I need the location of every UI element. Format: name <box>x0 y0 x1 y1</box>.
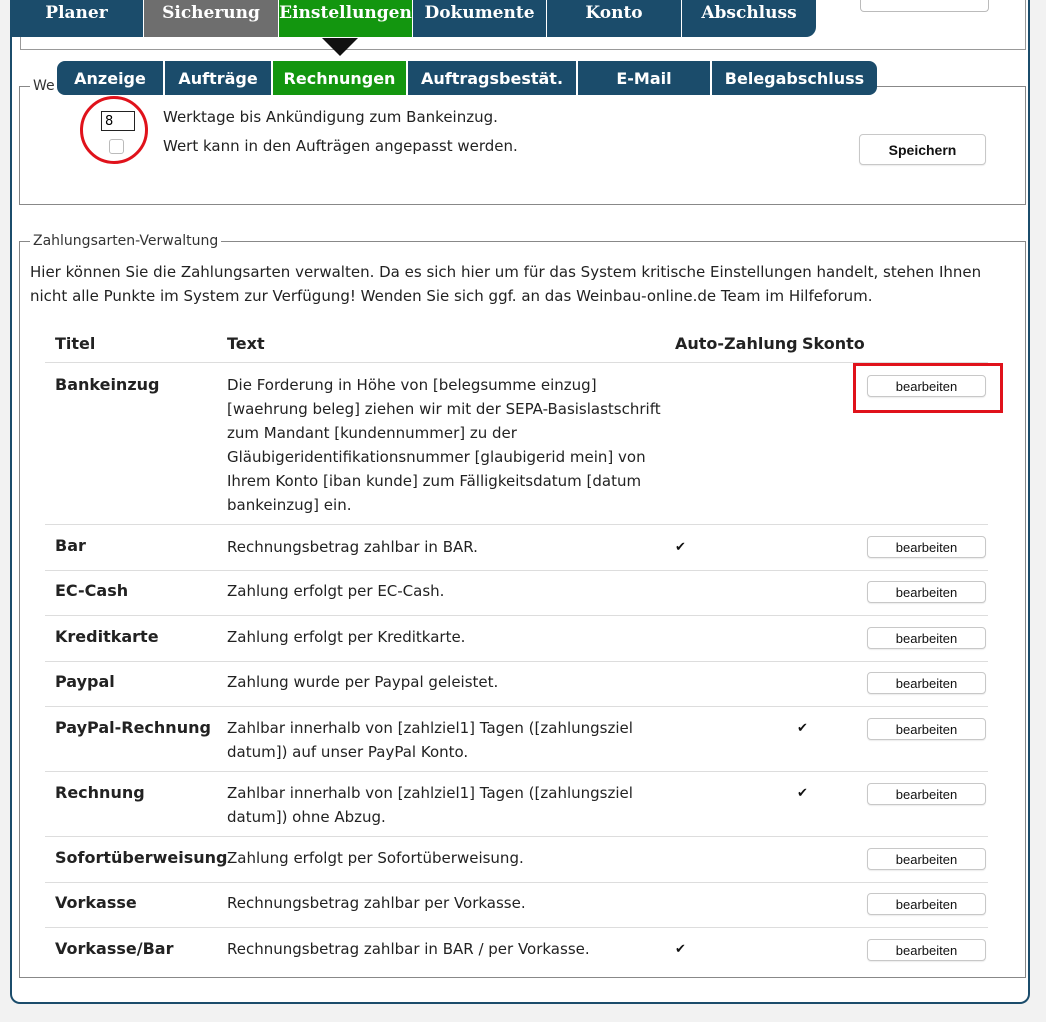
row-title-sofortueberweisung: Sofortüberweisung <box>55 848 228 867</box>
row-text-vorkasse: Rechnungsbetrag zahlbar per Vorkasse. <box>227 894 526 912</box>
tab-planer[interactable]: Planer <box>10 0 144 37</box>
subtab-anzeige[interactable]: Anzeige <box>57 61 165 95</box>
row-title-vorkasse-bar: Vorkasse/Bar <box>55 939 174 958</box>
row-divider <box>45 661 988 662</box>
edit-button-kreditkarte[interactable]: bearbeiten <box>867 627 986 649</box>
row-text-bankeinzug: Die Forderung in Höhe von [belegsumme einzug] [waehrung beleg] ziehen wir mit der SEPA-Basislastschrift zum Mandant [kundennummer] zu der Gläubigeridentifikationsnummer [glaubigerid mein] von Ihrem Konto [iban kunde] zum Fälligkeitsdatum [datum bankeinzug] ein. <box>227 376 661 514</box>
edit-button-vorkasse-bar[interactable]: bearbeiten <box>867 939 986 961</box>
row-title-paypal: Paypal <box>55 672 115 691</box>
row-text-paypal-rechnung: Zahlbar innerhalb von [zahlziel1] Tagen ([zahlungsziel datum]) auf unser PayPal Konto. <box>227 719 633 761</box>
tab-einstellungen[interactable]: Einstellungen <box>279 0 413 37</box>
edit-button-paypal-rechnung[interactable]: bearbeiten <box>867 718 986 740</box>
row-text-vorkasse-bar: Rechnungsbetrag zahlbar in BAR / per Vorkasse. <box>227 940 590 958</box>
edit-button-bankeinzug[interactable]: bearbeiten <box>867 375 986 397</box>
subtab-rechnungen[interactable]: Rechnungen <box>273 61 408 95</box>
edit-button-vorkasse[interactable]: bearbeiten <box>867 893 986 915</box>
payment-legend: Zahlungsarten-Verwaltung <box>33 233 219 249</box>
row-title-bankeinzug: Bankeinzug <box>55 375 160 394</box>
row-divider <box>45 524 988 525</box>
row-divider <box>45 927 988 928</box>
subtab-email[interactable]: E-Mail <box>578 61 712 95</box>
highlight-rectangle <box>853 363 1003 413</box>
tab-konto[interactable]: Konto <box>547 0 682 37</box>
tab-sicherung[interactable]: Sicherung <box>144 0 279 37</box>
subtab-auftragsbestaetigung[interactable]: Auftragsbestät. <box>408 61 578 95</box>
auto-payment-check: ✔ <box>675 942 686 957</box>
row-text-rechnung: Zahlbar innerhalb von [zahlziel1] Tagen ([zahlungsziel datum]) ohne Abzug. <box>227 784 633 826</box>
skonto-check: ✔ <box>797 721 808 736</box>
save-button[interactable]: Speichern <box>859 134 986 165</box>
header-auto-zahlung: Auto-Zahlung <box>675 334 798 353</box>
row-divider <box>45 836 988 837</box>
row-text-bar: Rechnungsbetrag zahlbar in BAR. <box>227 538 478 556</box>
adjustable-label: Wert kann in den Aufträgen angepasst werden. <box>163 137 518 155</box>
subtab-auftraege[interactable]: Aufträge <box>165 61 273 95</box>
row-text-paypal: Zahlung wurde per Paypal geleistet. <box>227 673 499 691</box>
row-text-kreditkarte: Zahlung erfolgt per Kreditkarte. <box>227 628 466 646</box>
row-text-ec-cash: Zahlung erfolgt per EC-Cash. <box>227 582 445 600</box>
row-text-sofortueberweisung: Zahlung erfolgt per Sofortüberweisung. <box>227 849 524 867</box>
row-title-vorkasse: Vorkasse <box>55 893 137 912</box>
row-title-kreditkarte: Kreditkarte <box>55 627 159 646</box>
header-text: Text <box>227 334 265 353</box>
edit-button-sofortueberweisung[interactable]: bearbeiten <box>867 848 986 870</box>
top-save-button[interactable] <box>860 0 989 12</box>
row-divider <box>45 615 988 616</box>
sub-nav <box>57 61 877 95</box>
row-title-rechnung: Rechnung <box>55 783 145 802</box>
payment-description: Hier können Sie die Zahlungsarten verwalten. Da es sich hier um für das System kritische Einstellungen handelt, stehen Ihnen nicht alle Punkte im System zur Verfügung! Wenden Sie sich ggf. an das Weinbau-online.de Team im Hilfeforum. <box>30 263 982 305</box>
edit-button-ec-cash[interactable]: bearbeiten <box>867 581 986 603</box>
skonto-check: ✔ <box>797 786 808 801</box>
main-nav <box>10 0 816 37</box>
header-title: Titel <box>55 334 96 353</box>
row-divider <box>45 570 988 571</box>
tab-dokumente[interactable]: Dokumente <box>413 0 547 37</box>
highlight-circle <box>80 96 148 164</box>
header-skonto: Skonto <box>802 334 865 353</box>
edit-button-bar[interactable]: bearbeiten <box>867 536 986 558</box>
row-divider <box>45 771 988 772</box>
tab-abschluss[interactable]: Abschluss <box>682 0 816 37</box>
edit-button-paypal[interactable]: bearbeiten <box>867 672 986 694</box>
active-tab-indicator <box>322 38 358 56</box>
subtab-belegabschluss[interactable]: Belegabschluss <box>724 68 865 88</box>
row-title-bar: Bar <box>55 536 86 555</box>
days-label: Werktage bis Ankündigung zum Bankeinzug. <box>163 108 498 126</box>
row-title-ec-cash: EC-Cash <box>55 581 129 600</box>
row-divider <box>45 362 988 363</box>
bank-settings-legend: We <box>33 78 55 94</box>
edit-button-rechnung[interactable]: bearbeiten <box>867 783 986 805</box>
row-divider <box>45 706 988 707</box>
row-divider <box>45 882 988 883</box>
auto-payment-check: ✔ <box>675 540 686 555</box>
row-title-paypal-rechnung: PayPal-Rechnung <box>55 718 211 737</box>
